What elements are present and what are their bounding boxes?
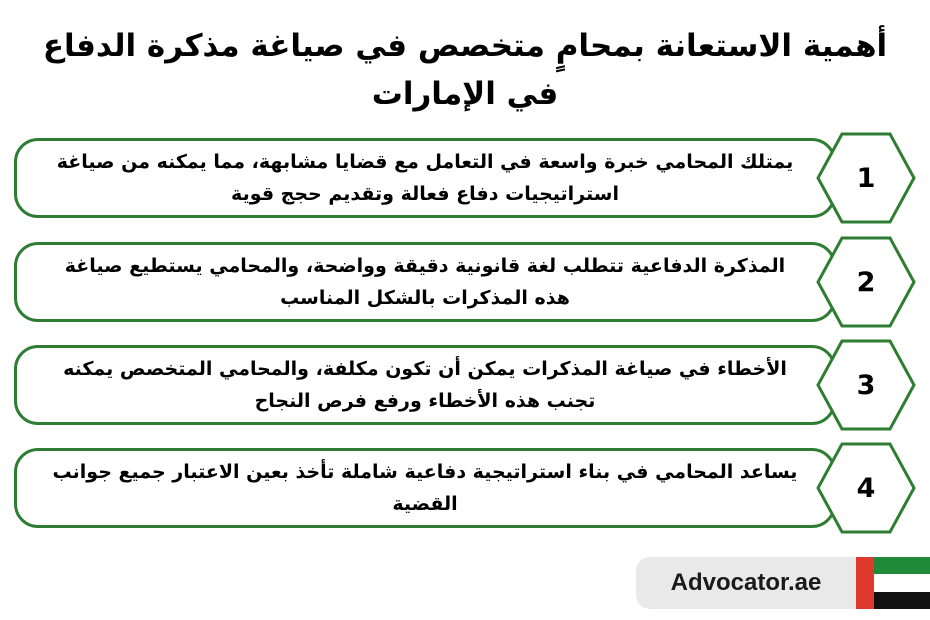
item-number: 3 [856, 369, 876, 401]
item-box [14, 242, 836, 322]
number-badge [814, 130, 918, 226]
list-item [0, 238, 930, 328]
item-number: 2 [856, 266, 876, 298]
item-number: 4 [856, 472, 876, 504]
item-number: 1 [856, 162, 876, 194]
number-badge [814, 440, 918, 536]
number-badge [814, 234, 918, 330]
item-text: يساعد المحامي في بناء استراتيجية دفاعية شاملة تأخذ بعين الاعتبار جميع جوانب القضية [52, 461, 798, 515]
page-title: أهمية الاستعانة بمحامٍ متخصص في صياغة مذكرة الدفاع في الإمارات [42, 28, 888, 112]
item-box [14, 138, 836, 218]
number-badge [814, 337, 918, 433]
item-text: المذكرة الدفاعية تتطلب لغة قانونية دقيقة وواضحة، والمحامي يستطيع صياغة هذه المذكرات بالشكل المناسب [64, 255, 786, 309]
item-box [14, 345, 836, 425]
uae-flag-icon [856, 557, 930, 609]
brand-bar [636, 557, 856, 609]
brand-name: Advocator.ae [670, 569, 822, 596]
list-item [0, 444, 930, 534]
item-box [14, 448, 836, 528]
item-text: يمتلك المحامي خبرة واسعة في التعامل مع قضايا مشابهة، مما يمكنه من صياغة استراتيجيات دفاع فعالة وتقديم حجج قوية [56, 151, 794, 205]
brand-badge [636, 557, 930, 609]
list-item [0, 134, 930, 224]
item-text: الأخطاء في صياغة المذكرات يمكن أن تكون مكلفة، والمحامي المتخصص يمكنه تجنب هذه الأخطاء ورفع فرص النجاح [63, 358, 787, 412]
list-item [0, 341, 930, 431]
